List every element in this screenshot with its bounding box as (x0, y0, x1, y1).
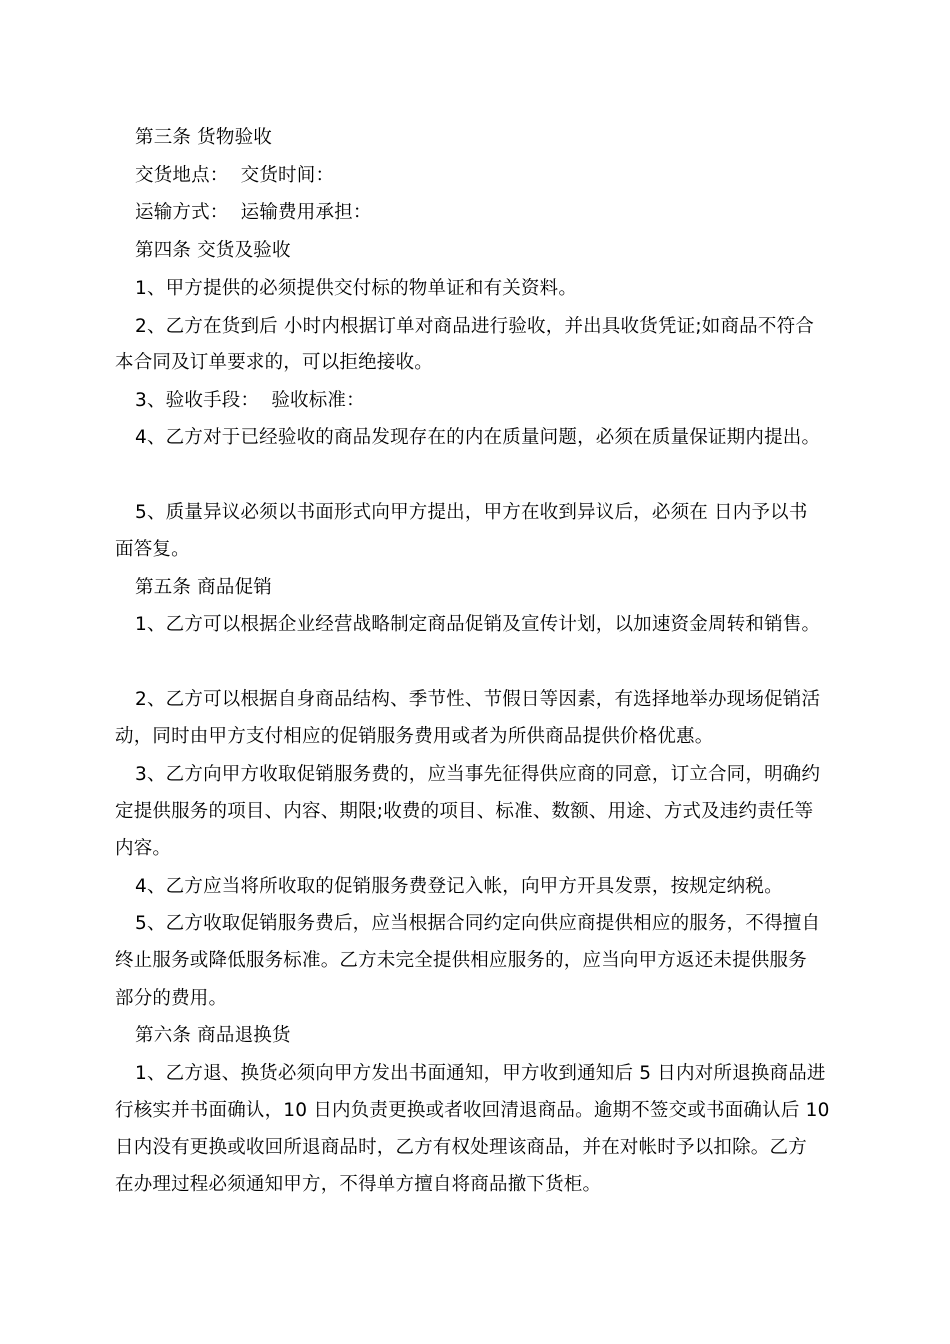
article-4-item-2-line-2: 本合同及订单要求的，可以拒绝接收。 (115, 352, 433, 373)
article-4-item-1: 1、甲方提供的必须提供交付标的物单证和有关资料。 (135, 278, 578, 299)
article-6-item-1-line-4: 在办理过程必须通知甲方，不得单方擅自将商品撤下货柜。 (115, 1174, 602, 1195)
transport-method-cost: 运输方式： 运输费用承担： (135, 202, 372, 223)
article-5-item-2-line-1: 2、乙方可以根据自身商品结构、季节性、节假日等因素，有选择地举办现场促销活 (135, 689, 821, 710)
article-5-heading: 第五条 商品促销 (135, 577, 272, 598)
article-6-heading: 第六条 商品退换货 (135, 1025, 291, 1046)
article-4-item-5-line-1: 5、质量异议必须以书面形式向甲方提出，甲方在收到异议后，必须在 日内予以书 (135, 502, 808, 523)
article-5-item-3-line-1: 3、乙方向甲方收取促销服务费的，应当事先征得供应商的同意，订立合同，明确约 (135, 764, 821, 785)
article-4-item-2-line-1: 2、乙方在货到后 小时内根据订单对商品进行验收，并出具收货凭证;如商品不符合 (135, 316, 814, 337)
article-5-item-5-line-3: 部分的费用。 (115, 988, 228, 1009)
article-5-item-5-line-1: 5、乙方收取促销服务费后，应当根据合同约定向供应商提供相应的服务，不得擅自 (135, 913, 821, 934)
article-4-item-3: 3、验收手段： 验收标准： (135, 390, 365, 411)
article-5-item-1: 1、乙方可以根据企业经营战略制定商品促销及宣传计划，以加速资金周转和销售。 (135, 614, 821, 635)
article-4-item-5-line-2: 面答复。 (115, 539, 190, 560)
delivery-place-time: 交货地点： 交货时间： (135, 165, 335, 186)
article-6-item-1-line-2: 行核实并书面确认，10 日内负责更换或者收回清退商品。逾期不签交或书面确认后 10 (115, 1100, 830, 1121)
article-5-item-4: 4、乙方应当将所收取的促销服务费登记入帐，向甲方开具发票，按规定纳税。 (135, 876, 783, 897)
article-5-item-3-line-3: 内容。 (115, 838, 172, 859)
article-4-heading: 第四条 交货及验收 (135, 240, 291, 261)
article-6-item-1-line-1: 1、乙方退、换货必须向甲方发出书面通知，甲方收到通知后 5 日内对所退换商品进 (135, 1063, 826, 1084)
article-4-item-4: 4、乙方对于已经验收的商品发现存在的内在质量问题，必须在质量保证期内提出。 (135, 427, 821, 448)
article-5-item-3-line-2: 定提供服务的项目、内容、期限;收费的项目、标准、数额、用途、方式及违约责任等 (115, 801, 814, 822)
article-5-item-5-line-2: 终止服务或降低服务标准。乙方未完全提供相应服务的，应当向甲方返还未提供服务 (115, 950, 807, 971)
article-3-heading: 第三条 货物验收 (135, 127, 272, 148)
article-5-item-2-line-2: 动，同时由甲方支付相应的促销服务费用或者为所供商品提供价格优惠。 (115, 726, 714, 747)
article-6-item-1-line-3: 日内没有更换或收回所退商品时，乙方有权处理该商品，并在对帐时予以扣除。乙方 (115, 1137, 807, 1158)
